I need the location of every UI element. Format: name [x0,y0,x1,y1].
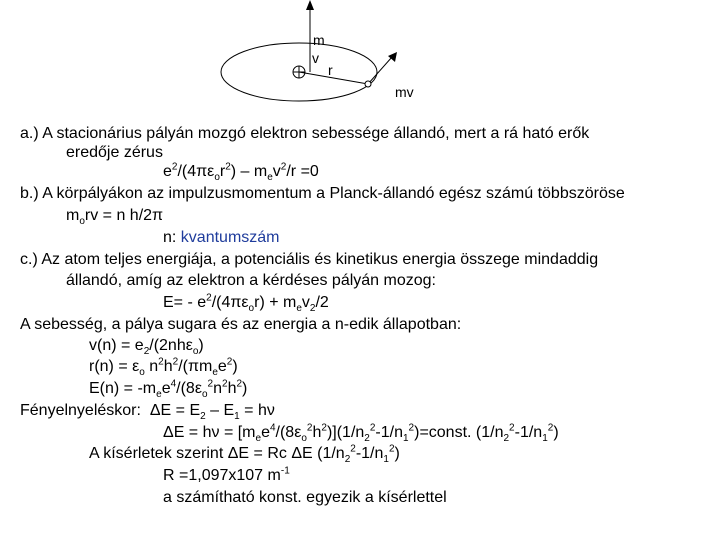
radius-label: r [328,62,333,78]
velocity-n-equation: $v(n) = e_2/(2nh\varepsilon_o)$ [89,337,204,358]
n-label: n: [163,229,177,246]
electron-circle [365,81,371,87]
mass-label: m [313,32,325,48]
force-equation: $e^2/(4\pi\varepsilon_or^2) - m_ev^2/r =0$ [163,161,319,184]
radius-line [299,72,368,84]
energy-equation: $E= - e^2/(4\pi\varepsilon_or) + m_ev_2/2$ [163,292,329,315]
atom-orbit-svg [0,0,720,112]
experiment-line: A kísérletek szerint ΔE = Rc ΔE $(1/n_2^2-1/n_1^2)$ [89,443,400,466]
quantum-number-line [163,228,280,247]
energy-difference-equation: $\Delta E = h\nu = [m_ee^4/(8\varepsilon_o^2h^2)](1/n_2^2-1/n_1^2)=const$. $(1/n_2^2-1/n_1^2)$ [163,422,559,445]
energy-n-equation: $E(n) = -m_ee^4/(8\varepsilon_o^2n^2h^2)$ [89,378,248,401]
momentum-label: mv [395,84,414,100]
angular-momentum-equation: $m_orv = n$ h/2π [66,207,164,228]
momentum-arrowhead [306,0,314,10]
speed-radius-energy-heading: A sebesség, a pálya sugara és az energia a n-edik állapotban: [20,316,462,333]
velocity-label: v [312,50,319,66]
rydberg-constant: R =1,097x107 $m^{-1}$ [163,465,290,484]
radius-n-equation: $r(n) = \varepsilon_o$ $n^2h^2/(\pi m_ee^2)$ [89,356,238,379]
section-a-line1: a.) A stacionárius pályán mozgó elektron sebessége állandó, mert a rá ható erők [20,125,590,142]
absorption-label: Fényelnyeléskor: [20,402,141,419]
absorption-line: Fényelnyeléskor: $\Delta E = E_2 - E_1 = h\nu$ [20,402,275,423]
atom-diagram [0,0,720,112]
section-b-line1: b.) A körpályákon az impulzusmomentum a Planck-állandó egész számú többszöröse [20,185,625,202]
conclusion-line: a számítható konst. egyezik a kísérlettel [163,489,447,506]
experiment-label: A kísérletek szerint [89,445,224,462]
section-c-line1: c.) Az atom teljes energiája, a potenciális és kinetikus energia összege mindaddig [20,251,599,268]
quantum-number-term: kvantumszám [180,229,280,246]
section-a-line2: eredője zérus [66,144,163,161]
section-c-line2: állandó, amíg az elektron a kérdéses pályán mozog: [66,272,436,289]
